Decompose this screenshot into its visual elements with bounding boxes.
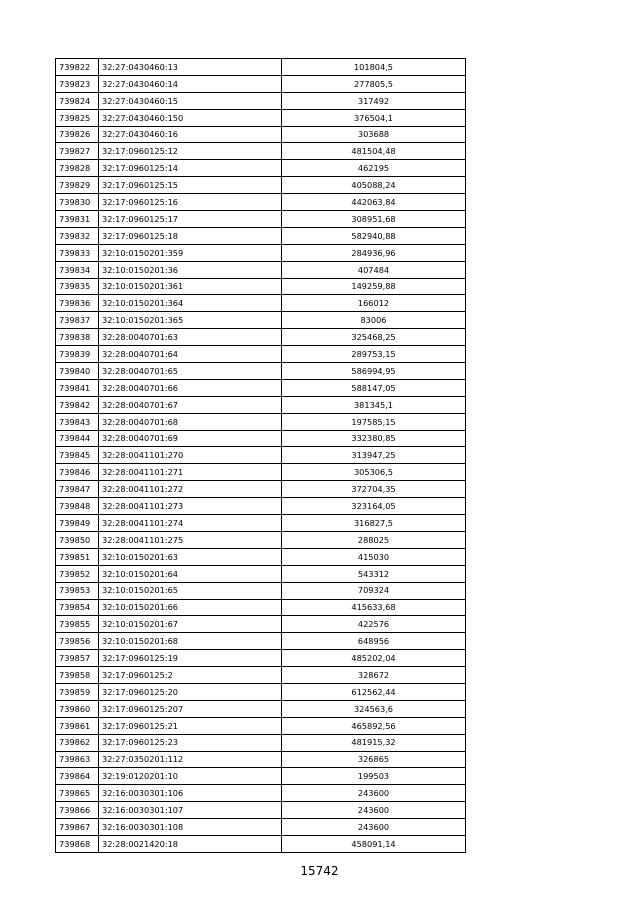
- table-row: [56, 75, 466, 92]
- row-id-cell: 739837: [56, 312, 99, 329]
- value-cell: 376504,1: [282, 109, 466, 126]
- data-table: [55, 58, 466, 853]
- cadastral-number-cell: 32:28:0041101:274: [99, 515, 282, 532]
- row-id-cell: 739834: [56, 261, 99, 278]
- value-cell: 481915,32: [282, 734, 466, 751]
- table-row: [56, 92, 466, 109]
- value-cell: 313947,25: [282, 447, 466, 464]
- cadastral-number-cell: 32:17:0960125:23: [99, 734, 282, 751]
- cadastral-number-cell: 32:17:0960125:17: [99, 211, 282, 228]
- cadastral-number-cell: 32:28:0040701:65: [99, 363, 282, 380]
- cadastral-number-cell: 32:16:0030301:107: [99, 802, 282, 819]
- cadastral-number-cell: 32:17:0960125:19: [99, 650, 282, 667]
- table-row: [56, 447, 466, 464]
- row-id-cell: 739843: [56, 413, 99, 430]
- value-cell: 243600: [282, 819, 466, 836]
- cadastral-number-cell: 32:10:0150201:68: [99, 633, 282, 650]
- row-id-cell: 739840: [56, 363, 99, 380]
- row-id-cell: 739859: [56, 683, 99, 700]
- value-cell: 442063,84: [282, 194, 466, 211]
- value-cell: 415030: [282, 548, 466, 565]
- row-id-cell: 739845: [56, 447, 99, 464]
- value-cell: 316827,5: [282, 515, 466, 532]
- value-cell: 326865: [282, 751, 466, 768]
- value-cell: 332380,85: [282, 430, 466, 447]
- table-row: [56, 464, 466, 481]
- cadastral-number-cell: 32:28:0021420:18: [99, 835, 282, 852]
- row-id-cell: 739831: [56, 211, 99, 228]
- row-id-cell: 739833: [56, 244, 99, 261]
- table-row: [56, 430, 466, 447]
- value-cell: 284936,96: [282, 244, 466, 261]
- table-row: [56, 194, 466, 211]
- cadastral-number-cell: 32:17:0960125:15: [99, 177, 282, 194]
- cadastral-number-cell: 32:10:0150201:67: [99, 616, 282, 633]
- table-row: [56, 379, 466, 396]
- cadastral-number-cell: 32:10:0150201:64: [99, 565, 282, 582]
- value-cell: 422576: [282, 616, 466, 633]
- cadastral-number-cell: 32:27:0430460:14: [99, 75, 282, 92]
- table-row: [56, 413, 466, 430]
- table-row: [56, 667, 466, 684]
- cadastral-number-cell: 32:17:0960125:12: [99, 143, 282, 160]
- value-cell: 328672: [282, 667, 466, 684]
- table-row: [56, 751, 466, 768]
- cadastral-number-cell: 32:10:0150201:63: [99, 548, 282, 565]
- value-cell: 149259,88: [282, 278, 466, 295]
- row-id-cell: 739838: [56, 329, 99, 346]
- value-cell: 243600: [282, 785, 466, 802]
- cadastral-number-cell: 32:28:0040701:67: [99, 396, 282, 413]
- row-id-cell: 739856: [56, 633, 99, 650]
- value-cell: 588147,05: [282, 379, 466, 396]
- table-row: [56, 227, 466, 244]
- row-id-cell: 739825: [56, 109, 99, 126]
- row-id-cell: 739852: [56, 565, 99, 582]
- value-cell: 199503: [282, 768, 466, 785]
- table-row: [56, 582, 466, 599]
- cadastral-number-cell: 32:28:0040701:64: [99, 346, 282, 363]
- table-row: [56, 683, 466, 700]
- cadastral-number-cell: 32:10:0150201:359: [99, 244, 282, 261]
- table-row: [56, 768, 466, 785]
- value-cell: 543312: [282, 565, 466, 582]
- value-cell: 277805,5: [282, 75, 466, 92]
- row-id-cell: 739846: [56, 464, 99, 481]
- value-cell: 485202,04: [282, 650, 466, 667]
- row-id-cell: 739827: [56, 143, 99, 160]
- row-id-cell: 739864: [56, 768, 99, 785]
- table-row: [56, 363, 466, 380]
- value-cell: 648956: [282, 633, 466, 650]
- value-cell: 101804,5: [282, 59, 466, 76]
- cadastral-number-cell: 32:10:0150201:66: [99, 599, 282, 616]
- cadastral-number-cell: 32:28:0041101:275: [99, 531, 282, 548]
- row-id-cell: 739860: [56, 700, 99, 717]
- table-row: [56, 633, 466, 650]
- row-id-cell: 739830: [56, 194, 99, 211]
- cadastral-number-cell: 32:28:0040701:66: [99, 379, 282, 396]
- row-id-cell: 739849: [56, 515, 99, 532]
- row-id-cell: 739850: [56, 531, 99, 548]
- table-row: [56, 785, 466, 802]
- row-id-cell: 739823: [56, 75, 99, 92]
- cadastral-number-cell: 32:17:0960125:20: [99, 683, 282, 700]
- cadastral-number-cell: 32:27:0430460:16: [99, 126, 282, 143]
- value-cell: 407484: [282, 261, 466, 278]
- table-row: [56, 802, 466, 819]
- table-row: [56, 734, 466, 751]
- value-cell: 288025: [282, 531, 466, 548]
- cadastral-number-cell: 32:10:0150201:36: [99, 261, 282, 278]
- value-cell: 612562,44: [282, 683, 466, 700]
- value-cell: 83006: [282, 312, 466, 329]
- row-id-cell: 739848: [56, 498, 99, 515]
- cadastral-number-cell: 32:28:0040701:63: [99, 329, 282, 346]
- cadastral-number-cell: 32:19:0120201:10: [99, 768, 282, 785]
- cadastral-number-cell: 32:27:0430460:13: [99, 59, 282, 76]
- row-id-cell: 739847: [56, 481, 99, 498]
- row-id-cell: 739863: [56, 751, 99, 768]
- cadastral-number-cell: 32:16:0030301:108: [99, 819, 282, 836]
- value-cell: 317492: [282, 92, 466, 109]
- cadastral-number-cell: 32:17:0960125:16: [99, 194, 282, 211]
- table-row: [56, 244, 466, 261]
- table-row: [56, 835, 466, 852]
- cadastral-number-cell: 32:28:0041101:273: [99, 498, 282, 515]
- value-cell: 305306,5: [282, 464, 466, 481]
- cadastral-number-cell: 32:28:0041101:272: [99, 481, 282, 498]
- table-row: [56, 126, 466, 143]
- row-id-cell: 739839: [56, 346, 99, 363]
- row-id-cell: 739826: [56, 126, 99, 143]
- table-row: [56, 177, 466, 194]
- value-cell: 415633,68: [282, 599, 466, 616]
- page-number: 15742: [300, 864, 339, 878]
- table-row: [56, 616, 466, 633]
- table-row: [56, 211, 466, 228]
- row-id-cell: 739851: [56, 548, 99, 565]
- row-id-cell: 739828: [56, 160, 99, 177]
- cadastral-number-cell: 32:10:0150201:364: [99, 295, 282, 312]
- cadastral-number-cell: 32:17:0960125:2: [99, 667, 282, 684]
- row-id-cell: 739862: [56, 734, 99, 751]
- value-cell: 462195: [282, 160, 466, 177]
- cadastral-number-cell: 32:10:0150201:65: [99, 582, 282, 599]
- table-row: [56, 548, 466, 565]
- row-id-cell: 739855: [56, 616, 99, 633]
- value-cell: 303688: [282, 126, 466, 143]
- row-id-cell: 739836: [56, 295, 99, 312]
- row-id-cell: 739835: [56, 278, 99, 295]
- table-row: [56, 481, 466, 498]
- row-id-cell: 739824: [56, 92, 99, 109]
- value-cell: 372704,35: [282, 481, 466, 498]
- row-id-cell: 739853: [56, 582, 99, 599]
- cadastral-number-cell: 32:10:0150201:361: [99, 278, 282, 295]
- cadastral-number-cell: 32:27:0430460:15: [99, 92, 282, 109]
- cadastral-number-cell: 32:28:0041101:271: [99, 464, 282, 481]
- cadastral-number-cell: 32:17:0960125:14: [99, 160, 282, 177]
- value-cell: 586994,95: [282, 363, 466, 380]
- table-body: [56, 59, 466, 853]
- cadastral-number-cell: 32:16:0030301:106: [99, 785, 282, 802]
- table-row: [56, 329, 466, 346]
- row-id-cell: 739857: [56, 650, 99, 667]
- table-row: [56, 819, 466, 836]
- cadastral-number-cell: 32:27:0350201:112: [99, 751, 282, 768]
- row-id-cell: 739866: [56, 802, 99, 819]
- table-row: [56, 278, 466, 295]
- value-cell: 323164,05: [282, 498, 466, 515]
- row-id-cell: 739854: [56, 599, 99, 616]
- table-row: [56, 312, 466, 329]
- table-row: [56, 396, 466, 413]
- row-id-cell: 739865: [56, 785, 99, 802]
- value-cell: 166012: [282, 295, 466, 312]
- row-id-cell: 739858: [56, 667, 99, 684]
- value-cell: 197585,15: [282, 413, 466, 430]
- table-row: [56, 498, 466, 515]
- cadastral-number-cell: 32:27:0430460:150: [99, 109, 282, 126]
- cadastral-number-cell: 32:10:0150201:365: [99, 312, 282, 329]
- value-cell: 243600: [282, 802, 466, 819]
- value-cell: 458091,14: [282, 835, 466, 852]
- table-row: [56, 531, 466, 548]
- table-row: [56, 700, 466, 717]
- value-cell: 308951,68: [282, 211, 466, 228]
- value-cell: 481504,48: [282, 143, 466, 160]
- table-row: [56, 261, 466, 278]
- value-cell: 325468,25: [282, 329, 466, 346]
- row-id-cell: 739861: [56, 717, 99, 734]
- row-id-cell: 739842: [56, 396, 99, 413]
- row-id-cell: 739829: [56, 177, 99, 194]
- value-cell: 289753,15: [282, 346, 466, 363]
- table-row: [56, 515, 466, 532]
- table-row: [56, 565, 466, 582]
- value-cell: 324563,6: [282, 700, 466, 717]
- table-row: [56, 650, 466, 667]
- table-row: [56, 143, 466, 160]
- cadastral-number-cell: 32:28:0040701:69: [99, 430, 282, 447]
- cadastral-number-cell: 32:28:0041101:270: [99, 447, 282, 464]
- cadastral-number-cell: 32:17:0960125:18: [99, 227, 282, 244]
- row-id-cell: 739832: [56, 227, 99, 244]
- table-row: [56, 717, 466, 734]
- table-row: [56, 295, 466, 312]
- row-id-cell: 739868: [56, 835, 99, 852]
- row-id-cell: 739867: [56, 819, 99, 836]
- table-row: [56, 59, 466, 76]
- cadastral-number-cell: 32:17:0960125:207: [99, 700, 282, 717]
- row-id-cell: 739844: [56, 430, 99, 447]
- value-cell: 405088,24: [282, 177, 466, 194]
- value-cell: 709324: [282, 582, 466, 599]
- table-row: [56, 346, 466, 363]
- cadastral-number-cell: 32:17:0960125:21: [99, 717, 282, 734]
- table-row: [56, 109, 466, 126]
- value-cell: 465892,56: [282, 717, 466, 734]
- table-row: [56, 599, 466, 616]
- row-id-cell: 739822: [56, 59, 99, 76]
- value-cell: 582940,88: [282, 227, 466, 244]
- value-cell: 381345,1: [282, 396, 466, 413]
- cadastral-number-cell: 32:28:0040701:68: [99, 413, 282, 430]
- row-id-cell: 739841: [56, 379, 99, 396]
- table-row: [56, 160, 466, 177]
